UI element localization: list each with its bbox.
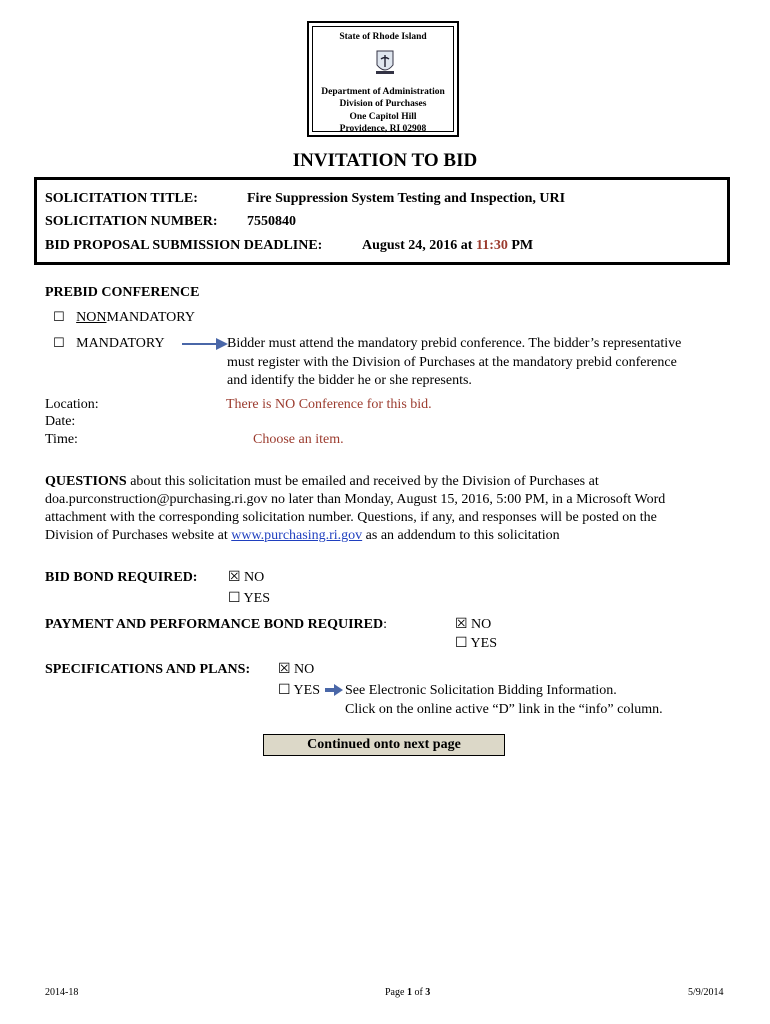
payment-bond-yes[interactable]: ☐ YES — [455, 636, 497, 651]
mandatory-line-2: must register with the Division of Purchases at the mandatory prebid conference — [227, 355, 677, 370]
location-value[interactable]: There is NO Conference for this bid. — [226, 397, 432, 412]
questions-text-1: about this solicitation must be emailed and received by the Division of Purchases at — [126, 474, 599, 489]
continued-banner: Continued onto next page — [263, 734, 505, 756]
questions-line-2: doa.purconstruction@purchasing.ri.gov no later than Monday, August 15, 2016, 5:00 PM, in a Microsoft Word — [45, 492, 666, 507]
state-seal-icon — [373, 47, 397, 77]
deadline-ampm: PM — [511, 238, 534, 253]
mandatory-line-3: and identify the bidder he or she represents. — [227, 373, 472, 388]
specs-label: SPECIFICATIONS AND PLANS: — [45, 662, 251, 677]
solicitation-number-label: SOLICITATION NUMBER: — [45, 214, 218, 229]
footer-date: 5/9/2014 — [688, 987, 724, 998]
mandatory-line-1: Bidder must attend the mandatory prebid conference. The bidder’s representative — [227, 336, 682, 351]
footer-page-of: of — [411, 987, 426, 998]
time-label: Time: — [45, 432, 78, 447]
specs-yes[interactable]: ☐ YES — [278, 683, 320, 698]
street-address: One Capitol Hill — [349, 111, 417, 122]
questions-line-1 — [45, 473, 745, 491]
nonmandatory-checkbox[interactable]: ☐ — [53, 310, 65, 325]
purchasing-website-link[interactable]: www.purchasing.ri.gov — [231, 528, 363, 543]
footer-code: 2014-18 — [45, 987, 79, 998]
solicitation-number-value: 7550840 — [247, 214, 296, 229]
payment-bond-colon: : — [383, 617, 387, 632]
mandatory-checkbox[interactable]: ☐ — [53, 336, 65, 351]
agency-header-box — [307, 21, 459, 137]
deadline-date: August 24, 2016 at — [362, 238, 473, 253]
deadline-time: 11:30 — [475, 238, 508, 253]
nonmandatory-suffix: MANDATORY — [106, 310, 195, 325]
payment-bond-no[interactable]: ☒ NO — [455, 617, 492, 632]
deadline-value — [362, 237, 533, 255]
mandatory-arrow-icon — [182, 343, 220, 345]
nonmandatory-option[interactable] — [53, 309, 195, 327]
questions-text-4: Division of Purchases website at — [45, 528, 232, 543]
payment-bond-label-wrap — [45, 616, 387, 634]
bid-bond-no[interactable]: ☒ NO — [228, 570, 265, 585]
prebid-heading: PREBID CONFERENCE — [45, 285, 200, 300]
agency-header-inner — [312, 26, 454, 132]
solicitation-title-label: SOLICITATION TITLE: — [45, 191, 198, 206]
mandatory-label: MANDATORY — [76, 336, 165, 351]
bid-bond-yes[interactable]: ☐ YES — [228, 591, 270, 606]
questions-line-4 — [45, 527, 560, 545]
location-label: Location: — [45, 397, 99, 412]
division-name: Division of Purchases — [339, 99, 427, 109]
questions-text-4-post: as an addendum to this solicitation — [362, 528, 560, 543]
questions-lead: QUESTIONS — [45, 474, 127, 489]
specs-arrow-icon — [325, 684, 343, 696]
deadline-label: BID PROPOSAL SUBMISSION DEADLINE: — [45, 238, 323, 253]
city-address: Providence, RI 02908 — [339, 124, 427, 134]
bid-bond-label: BID BOND REQUIRED: — [45, 570, 198, 585]
date-label: Date: — [45, 414, 76, 429]
state-name: State of Rhode Island — [339, 32, 427, 42]
questions-line-3: attachment with the corresponding solicitation number. Questions, if any, and responses will be posted on the — [45, 510, 657, 525]
nonmandatory-prefix: NON — [76, 310, 107, 325]
specs-no[interactable]: ☒ NO — [278, 662, 315, 677]
department-name: Department of Administration — [321, 86, 445, 97]
footer-page-number — [385, 987, 430, 998]
footer-page-current: 1 — [406, 987, 412, 998]
page-title: INVITATION TO BID — [292, 150, 478, 171]
payment-bond-label: PAYMENT AND PERFORMANCE BOND REQUIRED — [45, 617, 384, 632]
solicitation-title-value: Fire Suppression System Testing and Inspection, URI — [247, 191, 566, 206]
time-value[interactable]: Choose an item. — [253, 432, 344, 447]
specs-info-1: See Electronic Solicitation Bidding Information. — [345, 683, 617, 698]
specs-info-2: Click on the online active “D” link in the “info” column. — [345, 702, 663, 717]
footer-page-total: 3 — [425, 987, 431, 998]
mandatory-option[interactable] — [53, 335, 165, 353]
footer-page-prefix: Page — [385, 987, 407, 998]
